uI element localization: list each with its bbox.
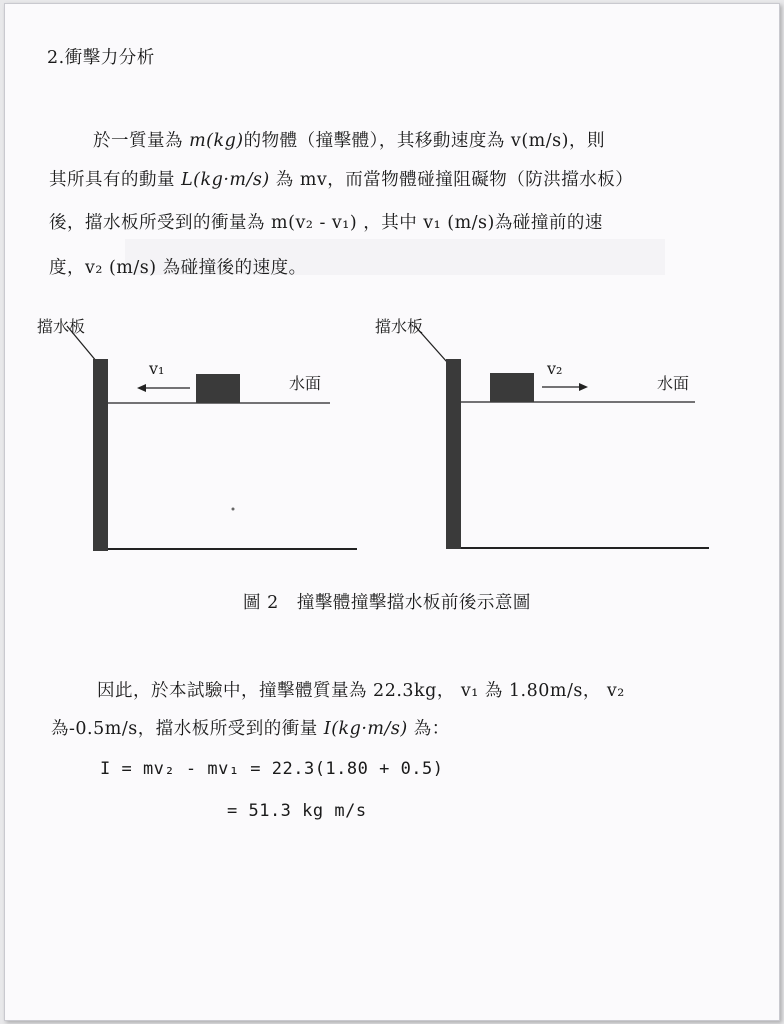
right-velocity-label: v₂: [547, 359, 563, 378]
paragraph1-line4: 度，v₂ (m/s) 為碰撞後的速度。: [49, 258, 307, 278]
paragraph1-line3: 後，擋水板所受到的衝量為 m(v₂ - v₁) ，其中 v₁ (m/s)為碰撞前的速: [49, 213, 603, 233]
right-board-label: 擋水板: [375, 317, 424, 336]
paragraph1-line1: [93, 127, 605, 152]
paragraph2-line2: [51, 715, 450, 740]
speck: [232, 508, 235, 511]
figure-diagram: [5, 304, 779, 564]
p1l1-text-a: 於一質量為: [93, 131, 190, 151]
p1l1-text-b: 的物體（撞擊體），其移動速度為 v(m/s)，則: [243, 131, 605, 151]
p2l2-text-b: 為：: [407, 719, 450, 739]
figure-caption: 圖 2 撞擊體撞擊擋水板前後示意圖: [243, 593, 531, 613]
left-water-label: 水面: [289, 374, 322, 393]
left-arrowhead: [137, 384, 146, 392]
left-impact-block: [196, 374, 240, 403]
p2l2-math: I(kg·m/s): [323, 719, 408, 739]
p1l2-math: L(kg·m/s): [181, 170, 270, 190]
left-velocity-label: v₁: [149, 359, 165, 378]
paragraph1-line2: [49, 166, 633, 191]
equation-line2: = 51.3 kg m/s: [227, 801, 367, 821]
right-water-label: 水面: [657, 374, 690, 393]
document-page: [4, 3, 780, 1021]
right-arrowhead: [579, 383, 588, 391]
p2l2-text-a: 為-0.5m/s，擋水板所受到的衝量: [51, 719, 324, 739]
right-impact-block: [490, 373, 534, 402]
left-board: [93, 359, 108, 551]
section-title: 2.衝擊力分析: [47, 48, 155, 68]
p1l2-text-b: 為 mv，而當物體碰撞阻礙物（防洪擋水板）: [269, 170, 634, 190]
p1l2-text-a: 其所具有的動量: [49, 170, 182, 190]
paragraph2-line1: 因此，於本試驗中，撞擊體質量為 22.3kg， v₁ 為 1.80m/s， v₂: [97, 681, 625, 701]
right-board: [446, 359, 461, 549]
p1l1-math: m(kg): [189, 131, 244, 151]
left-board-label: 擋水板: [37, 317, 86, 336]
equation-line1: I = mv₂ - mv₁ = 22.3(1.80 + 0.5): [100, 759, 444, 779]
